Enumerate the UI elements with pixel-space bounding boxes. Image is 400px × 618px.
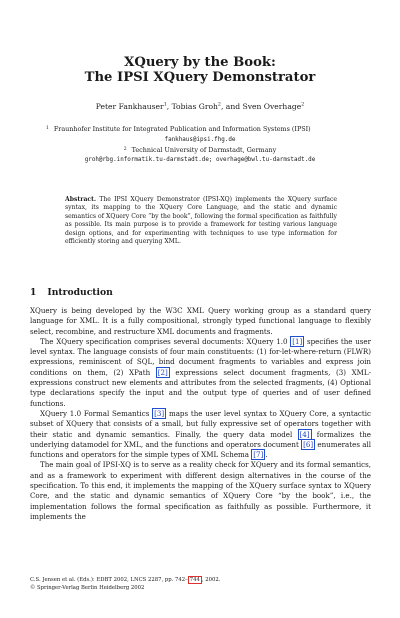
footer-citation-text-a: C.S. Jensen et al. (Eds.): EDBT 2002, LNCS 2287, pp. 742– xyxy=(30,577,188,583)
citation-link-1[interactable]: [1] xyxy=(292,336,303,346)
footer-citation-line xyxy=(30,577,220,585)
paragraph-2-text-c: expressions select document fragments, (3) XML-expressions construct new elements and attributes from the selected fragments, (4) Optional type declarations specify the input and the output type of queries and of user defined functions. xyxy=(30,367,371,408)
paper-title-line2: The IPSI XQuery Demonstrator xyxy=(84,70,316,85)
citation-link-6[interactable]: [6] xyxy=(303,439,314,449)
paragraph-3 xyxy=(30,409,371,460)
copyright-footer xyxy=(30,577,220,593)
citation-link-4[interactable]: [4] xyxy=(299,429,310,439)
affiliation-2 xyxy=(0,146,400,154)
paragraph-3-text-d: enumerates all functions and operators for the simple types of XML Schema xyxy=(30,439,371,460)
paragraph-3-text-e: . xyxy=(265,450,268,460)
affiliation-1-number: 1 xyxy=(46,126,49,131)
abstract xyxy=(65,196,337,247)
author-list xyxy=(0,102,400,111)
affiliation-2-number: 2 xyxy=(123,147,127,152)
section-heading xyxy=(30,287,113,298)
paragraph-2-text-b: specifies the user level syntax. The language consists of four main constituents: (1) for-let-where-return (FLWR) expressions, reminiscent of SQL, bind document fragments to variables and express join conditions on them, (2) XPath xyxy=(30,336,371,377)
body-text xyxy=(30,306,371,522)
citation-link-2[interactable]: [2] xyxy=(157,367,168,377)
affiliation-2-email: groh@rbg.informatik.tu-darmstadt.de; overhage@bwl.tu-darmstadt.de xyxy=(84,157,316,163)
author-sup-2: 2 xyxy=(217,102,221,108)
section-title: Introduction xyxy=(47,287,113,298)
paragraph-1: XQuery is being developed by the W3C XML Query working group as a standard query language for XML. It is a fully compositional, strongly typed functional language to flexibly select, recombine, and restructure XML documents and fragments. xyxy=(30,306,371,336)
paragraph-3-text-a: XQuery 1.0 Formal Semantics xyxy=(40,408,153,418)
author-fankhauser: Peter Fankhauser xyxy=(95,102,164,111)
abstract-text: The IPSI XQuery Demonstrator (IPSI-XQ) implements the XQuery surface syntax, its mapping to the XQuery Core Language, and the static and dynamic semantics of XQuery Core “by the book”, following the formal specification as faithfully as possible. Its main purpose is to provide a framework for testing various language design options, and for experimenting with techniques to use type information for efficiently storing and querying XML. xyxy=(65,196,338,246)
footer-page-link[interactable]: 744 xyxy=(189,577,200,583)
paragraph-4: The main goal of IPSI-XQ is to serve as a reality check for XQuery and its formal semantics, and as a framework to experiment with different design alternatives in the course of the specification. To this end, it implements the mapping of the XQuery surface syntax to XQuery Core, and the static and dynamic semantics of XQuery Core “by the book”, i.e., the implementation follows the formal specification as faithfully as possible. Furthermore, it implements the xyxy=(30,460,371,521)
citation-link-3[interactable]: [3] xyxy=(154,408,165,418)
affiliation-1 xyxy=(46,125,311,133)
paper-title-line1: XQuery by the Book: xyxy=(124,55,276,70)
citation-link-7[interactable]: [7] xyxy=(253,450,264,460)
paragraph-3-text-c: formalizes the underlying datamodel for XML, and the functions and operators document xyxy=(30,429,372,449)
author-overhage: , and Sven Overhage xyxy=(220,102,302,111)
paragraph-2-text-a: The XQuery specification comprises several documents: XQuery 1.0 xyxy=(40,336,291,346)
footer-citation-text-b: , 2002. xyxy=(201,577,221,583)
author-sup-3: 2 xyxy=(301,102,305,108)
affiliation-1-email: fankhaus@ipsi.fhg.de xyxy=(164,137,236,143)
footer-copyright-line: © Springer-Verlag Berlin Heidelberg 2002 xyxy=(30,584,145,591)
author-groh: , Tobias Groh xyxy=(166,102,218,111)
affiliation-1-text: Fraunhofer Institute for Integrated Publication and Information Systems (IPSI) xyxy=(53,125,311,133)
affiliation-2-text: Technical University of Darmstadt, Germany xyxy=(131,146,277,154)
section-number: 1 xyxy=(30,287,37,298)
paragraph-2 xyxy=(30,337,371,409)
paragraph-3-text-b: maps the user level syntax to XQuery Core, a syntactic subset of XQuery that consists of a small, but fully expressive set of operators together with their static and dynamic semantics. Finally, the query data model xyxy=(30,408,371,439)
abstract-label: Abstract. xyxy=(65,196,97,203)
author-sup-1: 1 xyxy=(163,102,167,108)
